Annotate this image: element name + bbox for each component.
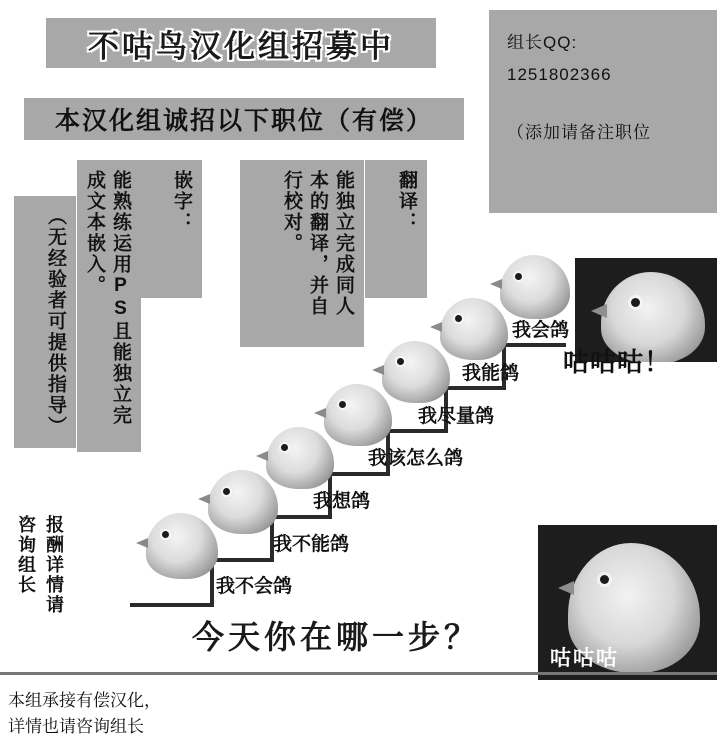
job-desc-typeset-label: 能熟练运用PS且能独立完成文本嵌入。 [84, 170, 131, 426]
step-label-4: 我该怎么鸽 [368, 448, 464, 469]
subtitle-banner: 本汉化组诚招以下职位（有偿） [24, 98, 464, 140]
job-title-translate-label: 翻译： [396, 170, 417, 233]
page-title: 不咕鸟汉化组招募中 [88, 28, 394, 64]
footer-divider [0, 672, 717, 675]
step-label-6: 我能鸽 [462, 363, 520, 384]
pigeon-photo-bottom [538, 525, 717, 680]
step-label-1: 我不会鸽 [216, 576, 293, 597]
pigeon-beak-icon [591, 304, 607, 318]
job-experience-note-label: （无经验者可提供指导） [45, 206, 66, 437]
pigeon-beak-icon [558, 581, 574, 595]
qq-note: （添加请备注职位 [507, 123, 651, 142]
pigeon-photo-bottom-caption: 咕咕咕 [550, 647, 619, 670]
qq-label: 组长QQ: [507, 33, 578, 52]
step-label-5: 我尽量鸽 [418, 406, 495, 427]
pay-note-label: 报酬详情请咨询组长 [16, 515, 64, 615]
bottom-question: 今天你在哪一步？ [192, 619, 481, 655]
pigeon-photo-top-caption: 咕咕咕！ [563, 347, 672, 377]
pigeon-eye-icon [600, 575, 609, 584]
footer-line-2: 详情也请咨询组长 [8, 717, 144, 736]
title-banner [46, 18, 436, 68]
pigeon-eye-icon [631, 298, 640, 307]
step-label-7: 我会鸽 [512, 320, 570, 341]
job-title-typeset-label: 嵌字： [171, 170, 192, 233]
job-desc-translate-label: 能独立完成同人本的翻译，并自行校对。 [281, 170, 354, 317]
footer-text [8, 688, 161, 740]
step-label-3: 我想鸽 [313, 491, 371, 512]
contact-box [489, 10, 717, 213]
qq-number: 1251802366 [507, 65, 612, 84]
step-label-2: 我不能鸽 [273, 534, 350, 555]
footer-line-1: 本组承接有偿汉化， [8, 691, 161, 710]
